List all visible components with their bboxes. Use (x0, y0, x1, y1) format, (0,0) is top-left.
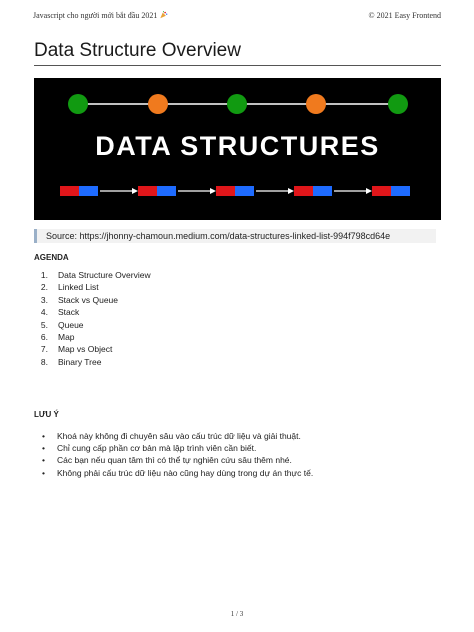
notes-list (34, 430, 313, 479)
arrow-icon (288, 188, 294, 194)
list-node-data (294, 186, 313, 196)
arrow-icon (366, 188, 372, 194)
source-quote: Source: https://jhonny-chamoun.medium.com/data-structures-linked-list-994f798cd64e (34, 229, 436, 243)
agenda-item: 5. Queue (40, 319, 84, 330)
list-node-pointer (235, 186, 254, 196)
note-item: • Khoá này không đi chuyên sâu vào cấu trúc dữ liệu và giải thuật. (42, 431, 301, 441)
bullet-icon: • (42, 443, 45, 454)
agenda-item: 1. Data Structure Overview (40, 270, 151, 280)
green-node (68, 94, 88, 114)
header-course-title: Javascript cho người mới bắt đầu 2021 (33, 11, 168, 20)
note-item: • Không phải cấu trúc dữ liệu nào cũng hay dùng trong dự án thực tế. (42, 467, 314, 478)
list-node-pointer (391, 186, 410, 196)
agenda-item: 2. Linked List (40, 282, 99, 293)
bullet-icon: • (42, 467, 45, 478)
list-node-data (216, 186, 235, 196)
data-structures-banner (34, 78, 441, 220)
list-node-pointer (79, 186, 98, 196)
agenda-list (34, 269, 151, 368)
note-item: • Chỉ cung cấp phần cơ bản mà lập trình viên cần biết. (42, 443, 257, 454)
orange-node (306, 94, 326, 114)
agenda-item: 4. Stack (40, 307, 80, 318)
list-node-pointer (157, 186, 176, 196)
bullet-icon: • (42, 455, 45, 466)
list-node-data (372, 186, 391, 196)
page-header (33, 11, 441, 23)
agenda-item: 8. Binary Tree (40, 356, 102, 367)
linked-list-graphic (60, 186, 410, 196)
title-divider (34, 65, 441, 66)
agenda-heading: AGENDA (34, 253, 69, 262)
arrow-icon (132, 188, 138, 194)
agenda-item: 3. Stack vs Queue (40, 294, 119, 305)
orange-node (148, 94, 168, 114)
page-title: Data Structure Overview (34, 40, 241, 61)
agenda-item: 7. Map vs Object (40, 344, 113, 355)
page-number: 1 / 3 (230, 610, 244, 618)
list-node-data (138, 186, 157, 196)
list-node-data (60, 186, 79, 196)
party-popper-icon (159, 11, 168, 19)
bullet-icon: • (42, 431, 45, 441)
header-copyright: © 2021 Easy Frontend (368, 11, 441, 20)
green-node (227, 94, 247, 114)
banner-title: DATA STRUCTURES (95, 131, 380, 161)
green-node (388, 94, 408, 114)
arrow-icon (210, 188, 216, 194)
note-item: • Các bạn nếu quan tâm thì có thể tự nghiên cứu sâu thêm nhé. (42, 455, 292, 466)
agenda-item: 6. Map (40, 331, 75, 342)
list-node-pointer (313, 186, 332, 196)
notes-heading: LƯU Ý (34, 410, 59, 419)
